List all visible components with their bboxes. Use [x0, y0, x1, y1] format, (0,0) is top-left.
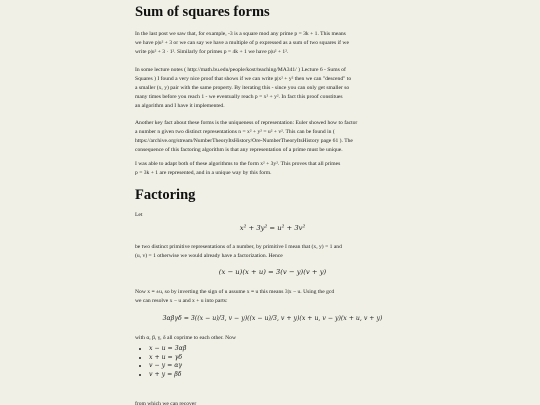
euler-line: consequence of this factoring algorithm is that any representation of a prime must be unique.	[135, 147, 343, 153]
para-line: with α, β, γ, δ all coprime to each other. Now	[135, 335, 236, 341]
para-line: (u, v) = 1 otherwise we would already have a factorization. Hence	[135, 253, 283, 259]
lecture-line: a smaller (x, y) pair with the same property. By iterating this - since you can only get smaller so	[135, 85, 350, 91]
lecture-line: In some lecture notes ( http://math.bu.edu/people/kost/teaching/MA341/ ) Lecture 6 - Sums of	[135, 67, 346, 73]
section-heading-factoring: Factoring	[135, 187, 196, 203]
relations-list	[135, 345, 186, 379]
euler-line: a number n given two distinct representations n = x² + y² = u² + v². This can be found in (	[135, 129, 335, 135]
page-title: Sum of squares forms	[135, 4, 270, 20]
list-item: • x + u = γδ	[149, 354, 186, 363]
list-item: • x − u = 3αβ	[149, 345, 186, 354]
adapt-line: I was able to adapt both of these algorithms to the form x² + 3y². This proves that all primes	[135, 161, 341, 167]
adapt-line: p = 3k + 1 are represented, and in a unique way by this form.	[135, 170, 272, 176]
para-line: Now x ≡ ±u, so by inverting the sign of u assume x ≡ u this means 3|x − u. Using the gcd	[135, 289, 335, 295]
lecture-line: an algorithm and I have it implemented.	[135, 103, 225, 109]
para-line: be two distinct primitive representations of a number, by primitive I mean that (x, y) = 1 and	[135, 244, 342, 250]
list-item: • v − y = αγ	[149, 362, 186, 371]
let-text: Let	[135, 212, 143, 218]
para-line: we can resolve x − u and x + u into parts:	[135, 298, 228, 304]
intro-line: In the last post we saw that, for example, -3 is a square mod any prime p = 3k + 1. This means	[135, 31, 346, 37]
list-item: • v + y = βδ	[149, 371, 186, 380]
euler-line: https://archive.org/stream/NumberTheoryItsHistory/Ore-NumberTheoryItsHistory page 61 ). The	[135, 138, 353, 144]
equation-factor: (x − u)(x + u) = 3(v − y)(v + y)	[218, 268, 327, 276]
lecture-line: many times before you reach 1 - we eventually reach p = x² + y². In fact this proof constitues	[135, 94, 343, 100]
intro-line: we have p|u² + 3 or we can say we have a multiple of p expressed as a sum of two squares if we	[135, 40, 349, 46]
intro-line: write p|u² + 3 · 1². Similarly for primes p = 4k + 1 we have p|u² + 1².	[135, 49, 289, 55]
equation-representations: x² + 3y² = u² + 3v²	[239, 224, 306, 232]
equation-gcd-resolve: 3αβγδ = 3((x − u)/3, v − y)((x − u)/3, v + y)(x + u, v − y)(x + u, v + y)	[162, 315, 383, 322]
euler-line: Another key fact about these forms is the uniqueness of representation: Euler showed how to factor	[135, 120, 358, 126]
lecture-line: Squares ) I found a very nice proof that shows if we can write p|x² + y² then we can "descend" to	[135, 76, 352, 82]
para-line: from which we can recover	[135, 401, 197, 405]
